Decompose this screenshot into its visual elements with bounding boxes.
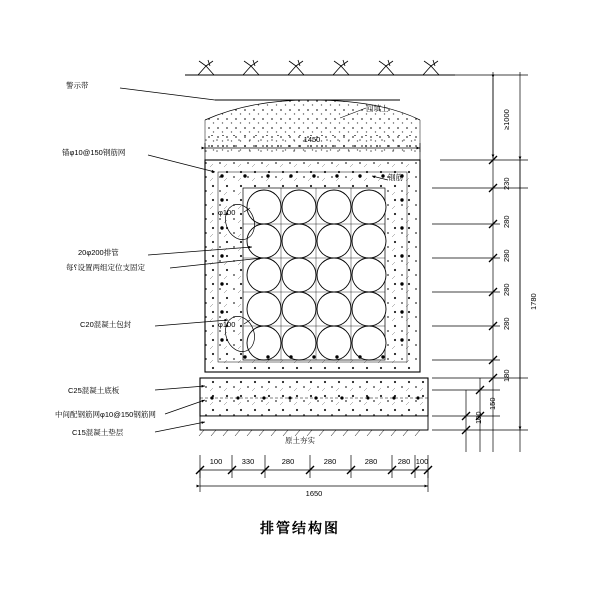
label-phi100-bottom: φ100	[218, 320, 236, 329]
label-rebar-callout-top: 钢筋	[388, 173, 403, 182]
label-mid-rebar: 中间配钢筋网φ10@150钢筋网	[55, 410, 156, 419]
duct-block	[243, 188, 386, 360]
dimension-bottom-seg-6: 280	[397, 457, 411, 466]
dimension-label-total-bottom: 1650	[305, 489, 323, 498]
label-pipe-count: 20φ200排管	[78, 248, 119, 257]
dimension-bottom-chain	[196, 455, 432, 492]
dimension-right-280-2: 280	[502, 249, 511, 262]
dimension-right-1780: 1780	[529, 293, 538, 310]
label-warning-tape: 警示带	[66, 81, 89, 90]
dimension-bottom-seg-4: 280	[323, 457, 337, 466]
label-compacted-soil: 原土夯实	[285, 436, 315, 445]
dimension-bottom-seg-7: 100	[415, 457, 429, 466]
page-title: 排管结构图	[260, 520, 340, 536]
dimension-right-100: 100	[474, 411, 483, 424]
dimension-bottom-seg-3: 280	[281, 457, 295, 466]
dimension-right-180: 180	[502, 369, 511, 382]
label-support-note: 每؟设置两组定位支固定	[66, 263, 145, 272]
label-c25-base-slab: C25混凝土底板	[68, 386, 120, 395]
dimension-label-top: 1450	[303, 135, 321, 144]
label-c15-cushion: C15混凝土垫层	[72, 428, 124, 437]
warning-tape-leader	[120, 88, 215, 100]
dimension-right-230: 230	[502, 177, 511, 190]
label-steel-mesh-top: 锚φ10@150钢筋网	[62, 148, 126, 157]
label-c20-concrete: C20混凝土包封	[80, 320, 132, 329]
dimension-bottom-seg-5: 280	[364, 457, 378, 466]
dimension-right-280-4: 280	[502, 317, 511, 330]
label-backfill: 回填土	[366, 104, 389, 113]
base-slab	[199, 378, 428, 436]
ground-line-group	[185, 60, 455, 75]
dimension-right-150: 150	[488, 397, 497, 410]
dimension-bottom-seg-1: 100	[209, 457, 223, 466]
dimension-right-280-3: 280	[502, 283, 511, 296]
dimension-bottom-seg-2: 330	[241, 457, 255, 466]
dimension-right-ladder	[432, 72, 528, 452]
dimension-right-ge1000: ≥1000	[502, 109, 511, 130]
dimension-right-280-1: 280	[502, 215, 511, 228]
label-phi100-top: φ100	[218, 208, 236, 217]
